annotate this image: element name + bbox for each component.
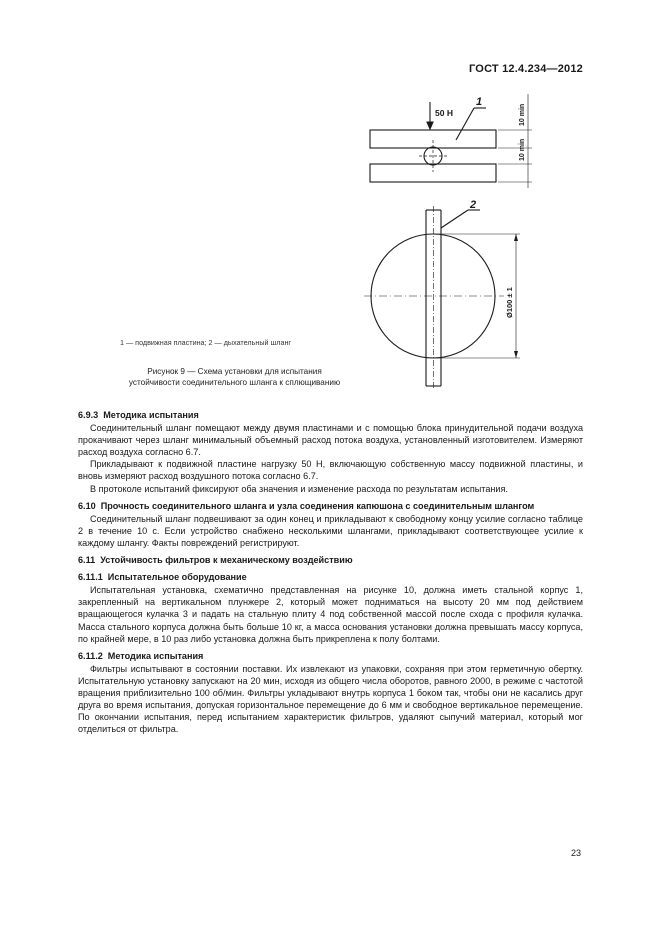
section-number: 6.11.2 [78, 650, 103, 661]
section-number: 6.10 [78, 500, 96, 511]
document-header: ГОСТ 12.4.234—2012 [469, 63, 583, 75]
dim-diameter-label: Ø100 ± 1 [505, 287, 514, 318]
dim-top-label: 10 min [519, 103, 526, 126]
document-body [78, 406, 583, 735]
paragraph: Соединительный шланг подвешивают за один конец и прикладывают к свободному концу усилие согласно таблице 2 в течение 10 с. Если устройство снабжено несколькими шлангами, прикладывают соответствующее усилие к каждому шлангу. Факты повреждений регистрируют. [78, 513, 583, 548]
callout-2: 2 [470, 199, 477, 211]
section-title: Устойчивость фильтров к механическому воздействию [100, 555, 353, 566]
figure-caption-line-2: устойчивости соединительного шланга к сплющиванию [128, 378, 341, 387]
figure-legend: 1 — подвижная пластина; 2 — дыхательный шланг [120, 338, 292, 347]
dim-gap-label: 10 min [519, 138, 526, 161]
section-heading-6-11-2 [78, 650, 583, 662]
section-heading-6-9-3 [78, 409, 583, 421]
page-number: 23 [571, 848, 582, 858]
paragraph: Фильтры испытывают в состоянии поставки. Их извлекают из упаковки, сохраняя при этом герметичную обертку. Испытательную установку запускают на 20 мин, исходя из общего числа оборотов, равного 2000, в режиме с частотой вращения приблизительно 100 об/мин. Фильтры укладывают внутрь корпуса 1 боком так, чтобы они не касались друг друга во время испытания, допуская горизонтальное перемещение до 6 мм и свободное вертикальное перемещение. По окончании испытания, перед испытанием характеристик фильтров, удаляют сыпучий материал, который мог отделиться от фильтра. [78, 663, 583, 735]
section-title: Испытательное оборудование [107, 572, 247, 583]
section-heading-6-11 [78, 554, 583, 566]
paragraph: Соединительный шланг помещают между двумя пластинами и с помощью блока принудительной подачи воздуха прокачивают через шланг минимальный объемный расход потока воздуха, установленный изготовителем. Измеряют расход воздуха согласно 6.7. [78, 423, 583, 458]
paragraph: В протоколе испытаний фиксируют оба значения и изменение расхода по результатам испытания. [90, 483, 508, 494]
section-title: Прочность соединительного шланга и узла соединения капюшона с соединительным шлангом [100, 500, 535, 511]
section-number: 6.9.3 [78, 410, 99, 420]
figure-caption [97, 366, 372, 388]
callout-1: 1 [476, 96, 483, 108]
section-heading-6-10 [78, 500, 583, 512]
section-title: Методика испытания [103, 410, 199, 420]
section-title: Методика испытания [107, 650, 204, 661]
section-number: 6.11 [78, 555, 96, 566]
paragraph: Испытательная установка, схематично представленная на рисунке 10, должна иметь стальной корпус 1, закрепленный на вертикальном плунжере 2, который может подниматься на высоту 20 мм под действием вращающегося кулачка 3 и падать на стальную плиту 4 под собственной массой после схода с профиля кулачка. Масса стального корпуса должна быть больше 10 кг, а масса основания установки должна превышать массу корпуса, по крайней мере, в 10 раз либо установка должна быть прикреплена к полу болтами. [78, 585, 583, 644]
section-heading-6-11-1 [78, 571, 583, 583]
paragraph: Прикладывают к подвижной пластине нагрузку 50 Н, включающую собственную массу подвижной пластины, и вновь измеряют расход воздушного потока согласно 6.7. [78, 459, 583, 482]
figure-9-diagram [340, 86, 560, 396]
force-label: 50 Н [435, 108, 453, 118]
figure-caption-line-1: Рисунок 9 — Схема установки для испытания [147, 367, 322, 376]
section-number: 6.11.1 [78, 572, 103, 583]
